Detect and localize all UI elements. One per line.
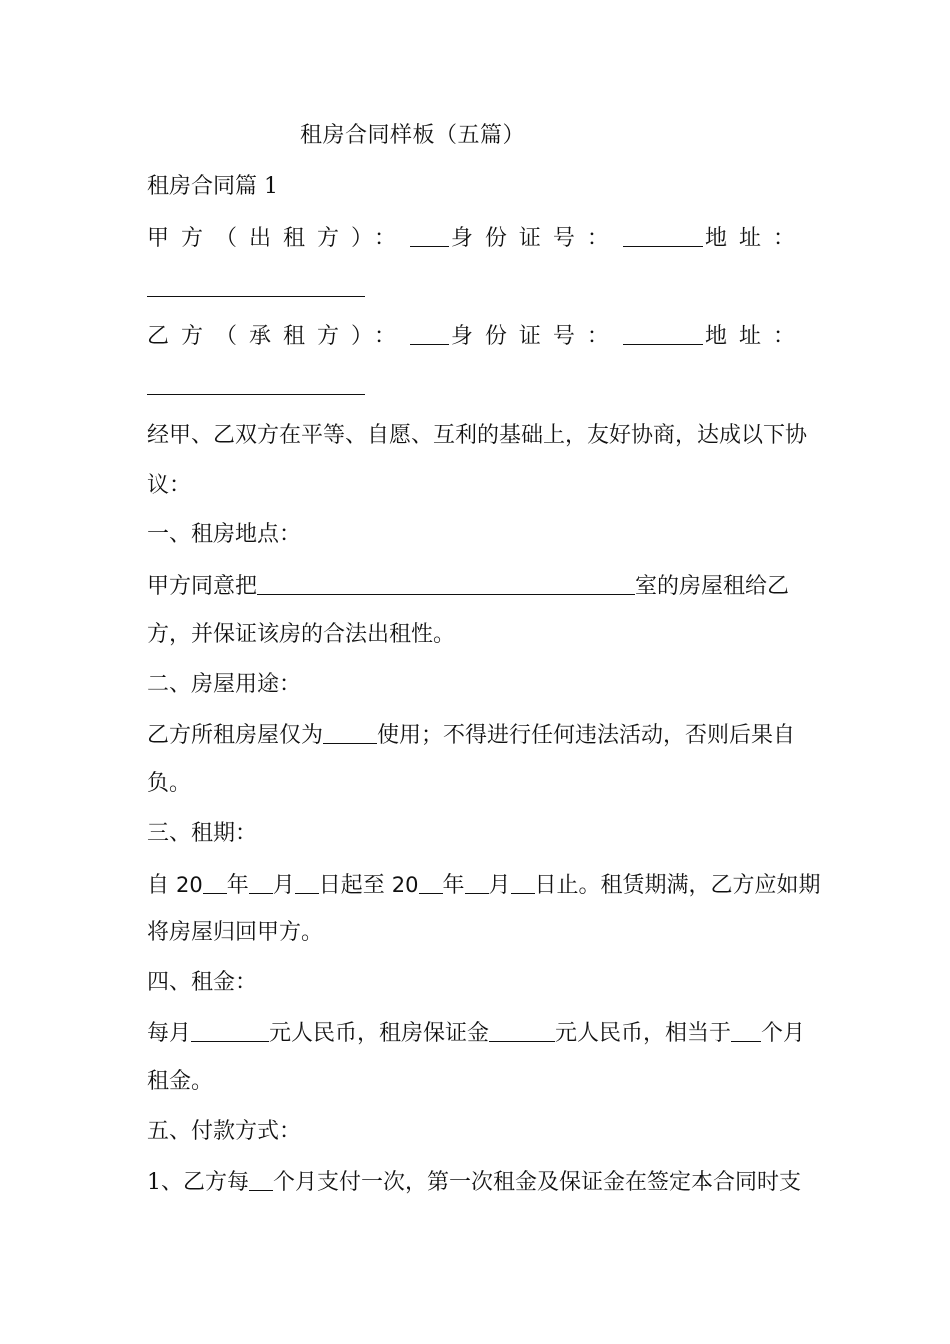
party-b-address-label: 地址：	[704, 324, 807, 349]
intro-line-1: 经甲、乙双方在平等、自愿、互利的基础上，友好协商，达成以下协	[147, 423, 808, 448]
party-b-id-blank	[623, 322, 703, 345]
party-b-address-line	[147, 370, 807, 402]
clause-4-text: 个月	[761, 1021, 806, 1046]
clause-1-post-text: 室的房屋租给乙	[635, 574, 790, 599]
party-a-address-label: 地址：	[704, 226, 807, 251]
clause-3-end-month-blank	[465, 871, 489, 894]
clause-2-line-2: 负。	[147, 771, 192, 796]
clause-4-text: 元人民币，相当于	[555, 1021, 732, 1046]
clause-5-heading: 五、付款方式：	[147, 1119, 302, 1144]
clause-2-use-blank	[323, 721, 377, 744]
clause-3-line-1	[147, 869, 821, 901]
clause-4-line-2: 租金。	[147, 1069, 214, 1094]
party-a-name-blank	[410, 224, 449, 247]
clause-4-text: 元人民币，租房保证金	[269, 1021, 490, 1046]
clause-2-pre-text: 乙方所租房屋仅为	[147, 723, 324, 748]
party-b-id-label: 身份证号：	[450, 324, 621, 349]
clause-3-text: 月	[488, 873, 511, 898]
clause-2-post-text: 使用；不得进行任何违法活动，否则后果自	[377, 723, 796, 748]
clause-4-heading: 四、租金：	[147, 970, 258, 995]
party-a-line	[147, 222, 807, 254]
clause-1-line-2: 方，并保证该房的合法出租性。	[147, 622, 456, 647]
clause-4-text: 每月	[147, 1021, 192, 1046]
party-a-address-blank	[147, 274, 365, 297]
clause-3-text: 日止。租赁期满，乙方应如期	[534, 873, 821, 898]
clause-2-line-1	[147, 719, 807, 751]
party-b-label: 乙方（承租方）：	[147, 324, 409, 349]
party-b-line	[147, 320, 807, 352]
clause-3-heading: 三、租期：	[147, 821, 258, 846]
clause-4-deposit-blank	[489, 1019, 555, 1042]
clause-2-heading: 二、房屋用途：	[147, 672, 302, 697]
party-a-id-label: 身份证号：	[450, 226, 621, 251]
clause-1-room-blank	[257, 572, 635, 595]
party-a-address-line	[147, 272, 807, 304]
clause-3-line-2: 将房屋归回甲方。	[147, 920, 324, 945]
clause-3-year-prefix: 20	[176, 873, 203, 897]
clause-1-pre-text: 甲方同意把	[147, 574, 258, 599]
clause-3-text: 月	[272, 873, 295, 898]
clause-1-heading: 一、租房地点：	[147, 522, 302, 547]
document-title: 租房合同样板（五篇）	[300, 123, 526, 148]
clause-3-start-year-blank	[203, 871, 227, 894]
clause-3-text: 年	[226, 873, 249, 898]
clause-3-start-day-blank	[295, 871, 319, 894]
clause-5-item-1-text: 个月支付一次，第一次租金及保证金在签定本合同时支	[273, 1170, 802, 1195]
clause-3-end-year-blank	[419, 871, 443, 894]
party-b-name-blank	[410, 322, 449, 345]
clause-1-line-1	[147, 570, 807, 602]
intro-line-2: 议：	[147, 473, 192, 498]
clause-5-item-1	[147, 1166, 807, 1198]
clause-3-text: 日起至	[318, 873, 392, 898]
clause-4-months-blank	[731, 1019, 761, 1042]
clause-3-end-day-blank	[511, 871, 535, 894]
clause-3-start-month-blank	[249, 871, 273, 894]
party-a-label: 甲方（出租方）：	[147, 226, 409, 251]
clause-3-text: 自	[147, 873, 176, 898]
clause-5-item-1-text: 1、乙方每	[147, 1170, 249, 1195]
clause-5-period-blank	[249, 1168, 273, 1191]
clause-3-text: 年	[442, 873, 465, 898]
party-b-address-blank	[147, 372, 365, 395]
party-a-id-blank	[623, 224, 703, 247]
section-heading: 租房合同篇 1	[147, 174, 278, 199]
clause-4-rent-blank	[191, 1019, 269, 1042]
clause-3-year-prefix: 20	[391, 873, 419, 897]
clause-4-line-1	[147, 1017, 807, 1049]
